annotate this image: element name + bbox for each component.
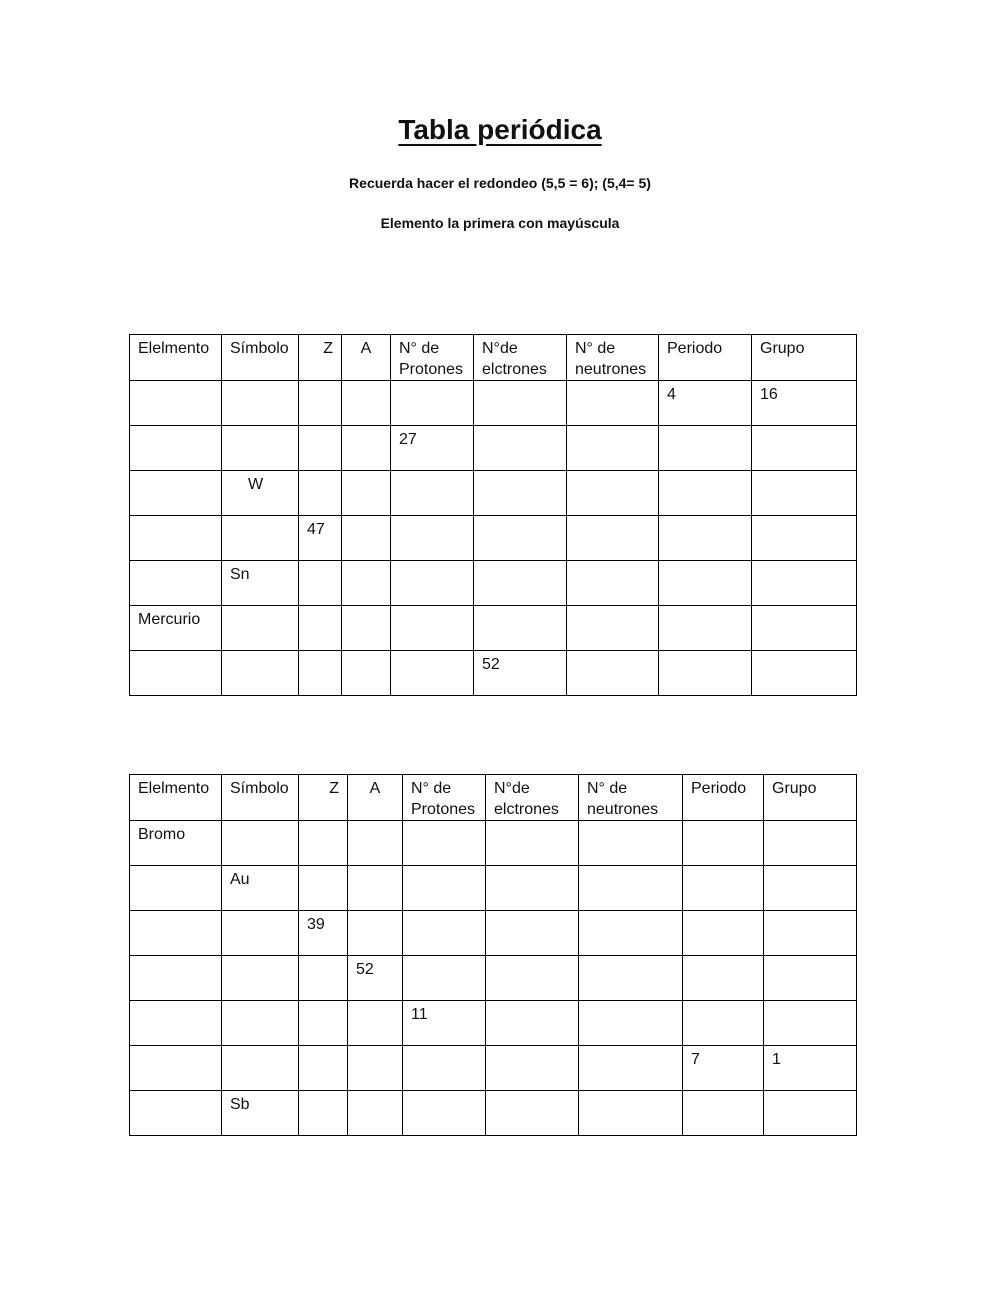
answer-cell[interactable] [342, 381, 391, 426]
answer-cell[interactable] [342, 516, 391, 561]
answer-cell[interactable] [403, 1091, 486, 1136]
rounding-note: Recuerda hacer el redondeo (5,5 = 6); (5,4= 5) [349, 175, 651, 191]
answer-cell[interactable] [752, 471, 857, 516]
table-row [130, 516, 857, 561]
answer-cell[interactable] [659, 471, 752, 516]
given-value-cell: Mercurio [130, 606, 222, 651]
column-header: N° de Protones [403, 775, 486, 821]
answer-cell[interactable] [391, 516, 474, 561]
header-row [130, 335, 857, 381]
answer-cell[interactable] [486, 911, 579, 956]
column-header: Periodo [659, 335, 752, 381]
answer-cell[interactable] [299, 956, 348, 1001]
answer-cell[interactable] [403, 866, 486, 911]
answer-cell[interactable] [764, 866, 857, 911]
given-value-cell: 39 [299, 911, 348, 956]
answer-cell[interactable] [474, 561, 567, 606]
given-value-cell: Sb [222, 1091, 299, 1136]
answer-cell[interactable] [299, 381, 342, 426]
answer-cell[interactable] [659, 606, 752, 651]
answer-cell[interactable] [579, 1091, 683, 1136]
table-row [130, 1001, 857, 1046]
answer-cell[interactable] [579, 866, 683, 911]
answer-cell[interactable] [130, 1001, 222, 1046]
answer-cell[interactable] [222, 821, 299, 866]
answer-cell[interactable] [474, 426, 567, 471]
column-header: Símbolo [222, 775, 299, 821]
answer-cell[interactable] [486, 1091, 579, 1136]
periodic-table-exercise-1 [129, 334, 857, 696]
answer-cell[interactable] [130, 1091, 222, 1136]
answer-cell[interactable] [764, 1001, 857, 1046]
answer-cell[interactable] [752, 516, 857, 561]
given-value-cell: 27 [391, 426, 474, 471]
answer-cell[interactable] [130, 651, 222, 696]
answer-cell[interactable] [764, 821, 857, 866]
table-row [130, 1091, 857, 1136]
table-row [130, 911, 857, 956]
given-value-cell: 47 [299, 516, 342, 561]
answer-cell[interactable] [342, 471, 391, 516]
header-row [130, 775, 857, 821]
answer-cell[interactable] [579, 1001, 683, 1046]
column-header: Elelmento [130, 775, 222, 821]
table-row [130, 426, 857, 471]
answer-cell[interactable] [130, 516, 222, 561]
answer-cell[interactable] [222, 1046, 299, 1091]
column-header: N° de neutrones [579, 775, 683, 821]
answer-cell[interactable] [222, 1001, 299, 1046]
answer-cell[interactable] [683, 1091, 764, 1136]
answer-cell[interactable] [683, 1001, 764, 1046]
answer-cell[interactable] [486, 1001, 579, 1046]
answer-cell[interactable] [474, 606, 567, 651]
answer-cell[interactable] [567, 381, 659, 426]
answer-cell[interactable] [391, 561, 474, 606]
answer-cell[interactable] [130, 911, 222, 956]
answer-cell[interactable] [391, 471, 474, 516]
answer-cell[interactable] [299, 606, 342, 651]
table-row [130, 606, 857, 651]
answer-cell[interactable] [130, 471, 222, 516]
given-value-cell: 16 [752, 381, 857, 426]
answer-cell[interactable] [486, 866, 579, 911]
column-header: N°de elctrones [486, 775, 579, 821]
answer-cell[interactable] [342, 561, 391, 606]
answer-cell[interactable] [764, 1091, 857, 1136]
answer-cell[interactable] [659, 651, 752, 696]
column-header: A [348, 775, 403, 821]
answer-cell[interactable] [486, 1046, 579, 1091]
table-row [130, 1046, 857, 1091]
answer-cell[interactable] [130, 956, 222, 1001]
page-title: Tabla periódica [398, 114, 602, 145]
answer-cell[interactable] [567, 426, 659, 471]
answer-cell[interactable] [474, 516, 567, 561]
answer-cell[interactable] [130, 561, 222, 606]
column-header: Símbolo [222, 335, 299, 381]
answer-cell[interactable] [403, 821, 486, 866]
answer-cell[interactable] [474, 471, 567, 516]
given-value-cell: Au [222, 866, 299, 911]
given-value-cell: 7 [683, 1046, 764, 1091]
answer-cell[interactable] [474, 381, 567, 426]
column-header: Z [299, 775, 348, 821]
answer-cell[interactable] [764, 911, 857, 956]
answer-cell[interactable] [567, 561, 659, 606]
answer-cell[interactable] [342, 426, 391, 471]
answer-cell[interactable] [299, 651, 342, 696]
answer-cell[interactable] [348, 1001, 403, 1046]
answer-cell[interactable] [222, 606, 299, 651]
capitalization-note: Elemento la primera con mayúscula [380, 215, 620, 231]
answer-cell[interactable] [579, 911, 683, 956]
table-row [130, 471, 857, 516]
table-row [130, 956, 857, 1001]
answer-cell[interactable] [752, 651, 857, 696]
given-value-cell: 52 [474, 651, 567, 696]
table-row [130, 381, 857, 426]
answer-cell[interactable] [342, 651, 391, 696]
answer-cell[interactable] [348, 1091, 403, 1136]
answer-cell[interactable] [659, 426, 752, 471]
answer-cell[interactable] [299, 561, 342, 606]
answer-cell[interactable] [752, 561, 857, 606]
answer-cell[interactable] [222, 516, 299, 561]
answer-cell[interactable] [683, 866, 764, 911]
table-row [130, 866, 857, 911]
answer-cell[interactable] [391, 381, 474, 426]
answer-cell[interactable] [348, 1046, 403, 1091]
column-header: N° de Protones [391, 335, 474, 381]
answer-cell[interactable] [567, 516, 659, 561]
answer-cell[interactable] [222, 651, 299, 696]
given-value-cell: 4 [659, 381, 752, 426]
given-value-cell: 52 [348, 956, 403, 1001]
answer-cell[interactable] [299, 866, 348, 911]
given-value-cell: Sn [222, 561, 299, 606]
table-row [130, 821, 857, 866]
table-row [130, 561, 857, 606]
given-value-cell: Bromo [130, 821, 222, 866]
column-header: N°de elctrones [474, 335, 567, 381]
answer-cell[interactable] [348, 821, 403, 866]
answer-cell[interactable] [299, 821, 348, 866]
answer-cell[interactable] [764, 956, 857, 1001]
answer-cell[interactable] [222, 426, 299, 471]
column-header: Grupo [752, 335, 857, 381]
answer-cell[interactable] [299, 1046, 348, 1091]
answer-cell[interactable] [579, 956, 683, 1001]
answer-cell[interactable] [659, 561, 752, 606]
answer-cell[interactable] [130, 1046, 222, 1091]
answer-cell[interactable] [299, 1001, 348, 1046]
column-header: Elelmento [130, 335, 222, 381]
answer-cell[interactable] [579, 821, 683, 866]
answer-cell[interactable] [391, 606, 474, 651]
answer-cell[interactable] [299, 426, 342, 471]
column-header: N° de neutrones [567, 335, 659, 381]
column-header: Grupo [764, 775, 857, 821]
answer-cell[interactable] [752, 606, 857, 651]
answer-cell[interactable] [222, 911, 299, 956]
table-row [130, 651, 857, 696]
answer-cell[interactable] [403, 1046, 486, 1091]
answer-cell[interactable] [299, 1091, 348, 1136]
answer-cell[interactable] [567, 651, 659, 696]
answer-cell[interactable] [567, 606, 659, 651]
answer-cell[interactable] [391, 651, 474, 696]
answer-cell[interactable] [348, 866, 403, 911]
given-value-cell: 1 [764, 1046, 857, 1091]
column-header: Periodo [683, 775, 764, 821]
answer-cell[interactable] [752, 426, 857, 471]
answer-cell[interactable] [579, 1046, 683, 1091]
given-value-cell: 11 [403, 1001, 486, 1046]
answer-cell[interactable] [683, 911, 764, 956]
answer-cell[interactable] [403, 956, 486, 1001]
answer-cell[interactable] [130, 426, 222, 471]
answer-cell[interactable] [222, 381, 299, 426]
periodic-table-exercise-2 [129, 774, 857, 1136]
answer-cell[interactable] [567, 471, 659, 516]
answer-cell[interactable] [486, 956, 579, 1001]
answer-cell[interactable] [348, 911, 403, 956]
answer-cell[interactable] [403, 911, 486, 956]
answer-cell[interactable] [486, 821, 579, 866]
answer-cell[interactable] [659, 516, 752, 561]
answer-cell[interactable] [130, 381, 222, 426]
answer-cell[interactable] [222, 956, 299, 1001]
answer-cell[interactable] [683, 956, 764, 1001]
given-value-cell: W [222, 471, 299, 516]
answer-cell[interactable] [683, 821, 764, 866]
column-header: A [342, 335, 391, 381]
answer-cell[interactable] [299, 471, 342, 516]
column-header: Z [299, 335, 342, 381]
answer-cell[interactable] [130, 866, 222, 911]
answer-cell[interactable] [342, 606, 391, 651]
